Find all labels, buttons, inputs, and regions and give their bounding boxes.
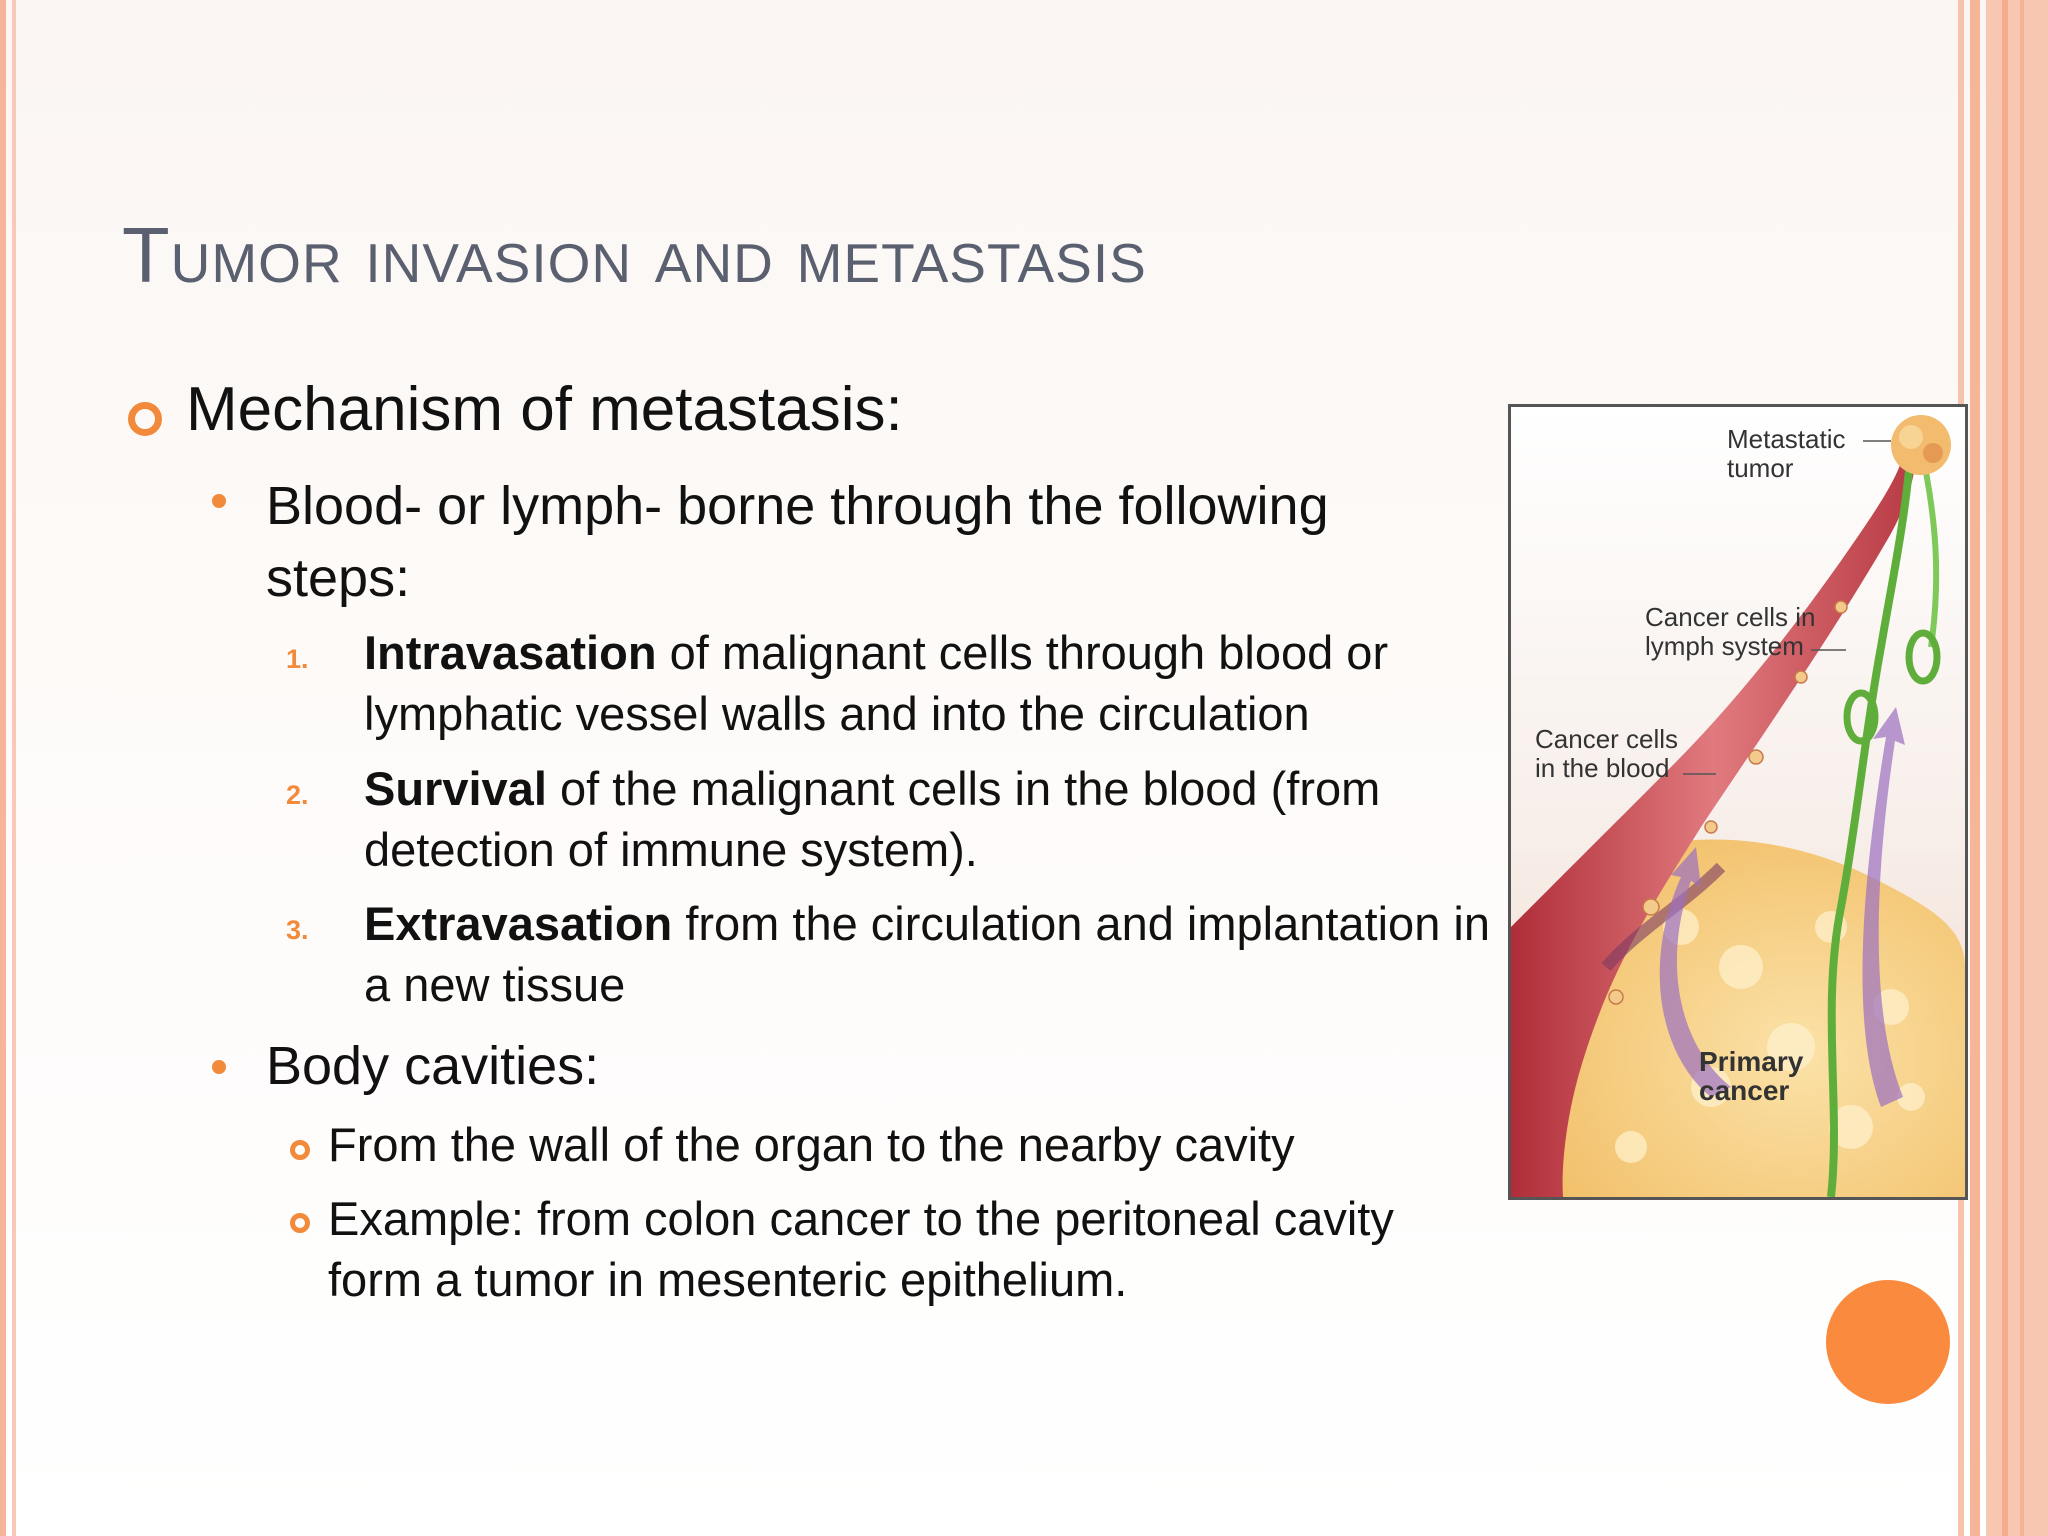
label-primary-cancer: Primary cancer	[1699, 1046, 1804, 1106]
step-text: of the malignant cells in the blood (from detection of immune system).	[364, 762, 1381, 876]
step-number: 3.	[286, 915, 309, 945]
ring-bullet-icon	[290, 1140, 310, 1160]
dot-bullet-icon	[212, 494, 226, 508]
dot-bullet-icon	[212, 1060, 226, 1074]
label-lymph-system: Cancer cells in lymph system	[1645, 602, 1816, 661]
right-border-stripe	[2002, 0, 2008, 1536]
step-text: of malignant cells through blood or lymphatic vessel walls and into the circulation	[364, 626, 1389, 740]
step-item	[364, 893, 1504, 1015]
left-border-stripe	[0, 0, 6, 1536]
metastasis-illustration	[1508, 404, 1968, 1200]
left-border-stripe	[12, 0, 16, 1536]
step-text: from the circulation and implantation in a new tissue	[364, 897, 1490, 1011]
decorative-circle	[1826, 1280, 1950, 1404]
step-bold-term: Intravasation	[364, 626, 657, 679]
right-border-stripe	[2020, 0, 2024, 1536]
step-item	[364, 758, 1504, 880]
step-bold-term: Extravasation	[364, 897, 673, 950]
bullet-body-cavities: Body cavities:	[266, 1036, 600, 1096]
step-number: 2.	[286, 780, 309, 810]
label-metastatic-tumor: Metastatic tumor	[1727, 424, 1846, 483]
step-number: 1.	[286, 644, 309, 674]
right-border-band	[1986, 0, 2048, 1536]
step-bold-term: Survival	[364, 762, 547, 815]
step-item	[364, 622, 1504, 744]
bullet-blood-lymph: Blood- or lymph- borne through the following steps:	[266, 476, 1329, 608]
heading: Mechanism of metastasis:	[186, 375, 903, 444]
label-blood: Cancer cells in the blood	[1535, 724, 1679, 783]
right-border-stripe	[1970, 0, 1980, 1536]
ring-bullet-icon	[128, 402, 162, 436]
sub-bullet: Example: from colon cancer to the peritoneal cavity form a tumor in mesenteric epithelium.	[328, 1192, 1394, 1306]
ring-bullet-icon	[290, 1213, 310, 1233]
slide-title: Tumor invasion and metastasis	[122, 211, 1147, 299]
sub-bullet: From the wall of the organ to the nearby cavity	[328, 1118, 1295, 1171]
